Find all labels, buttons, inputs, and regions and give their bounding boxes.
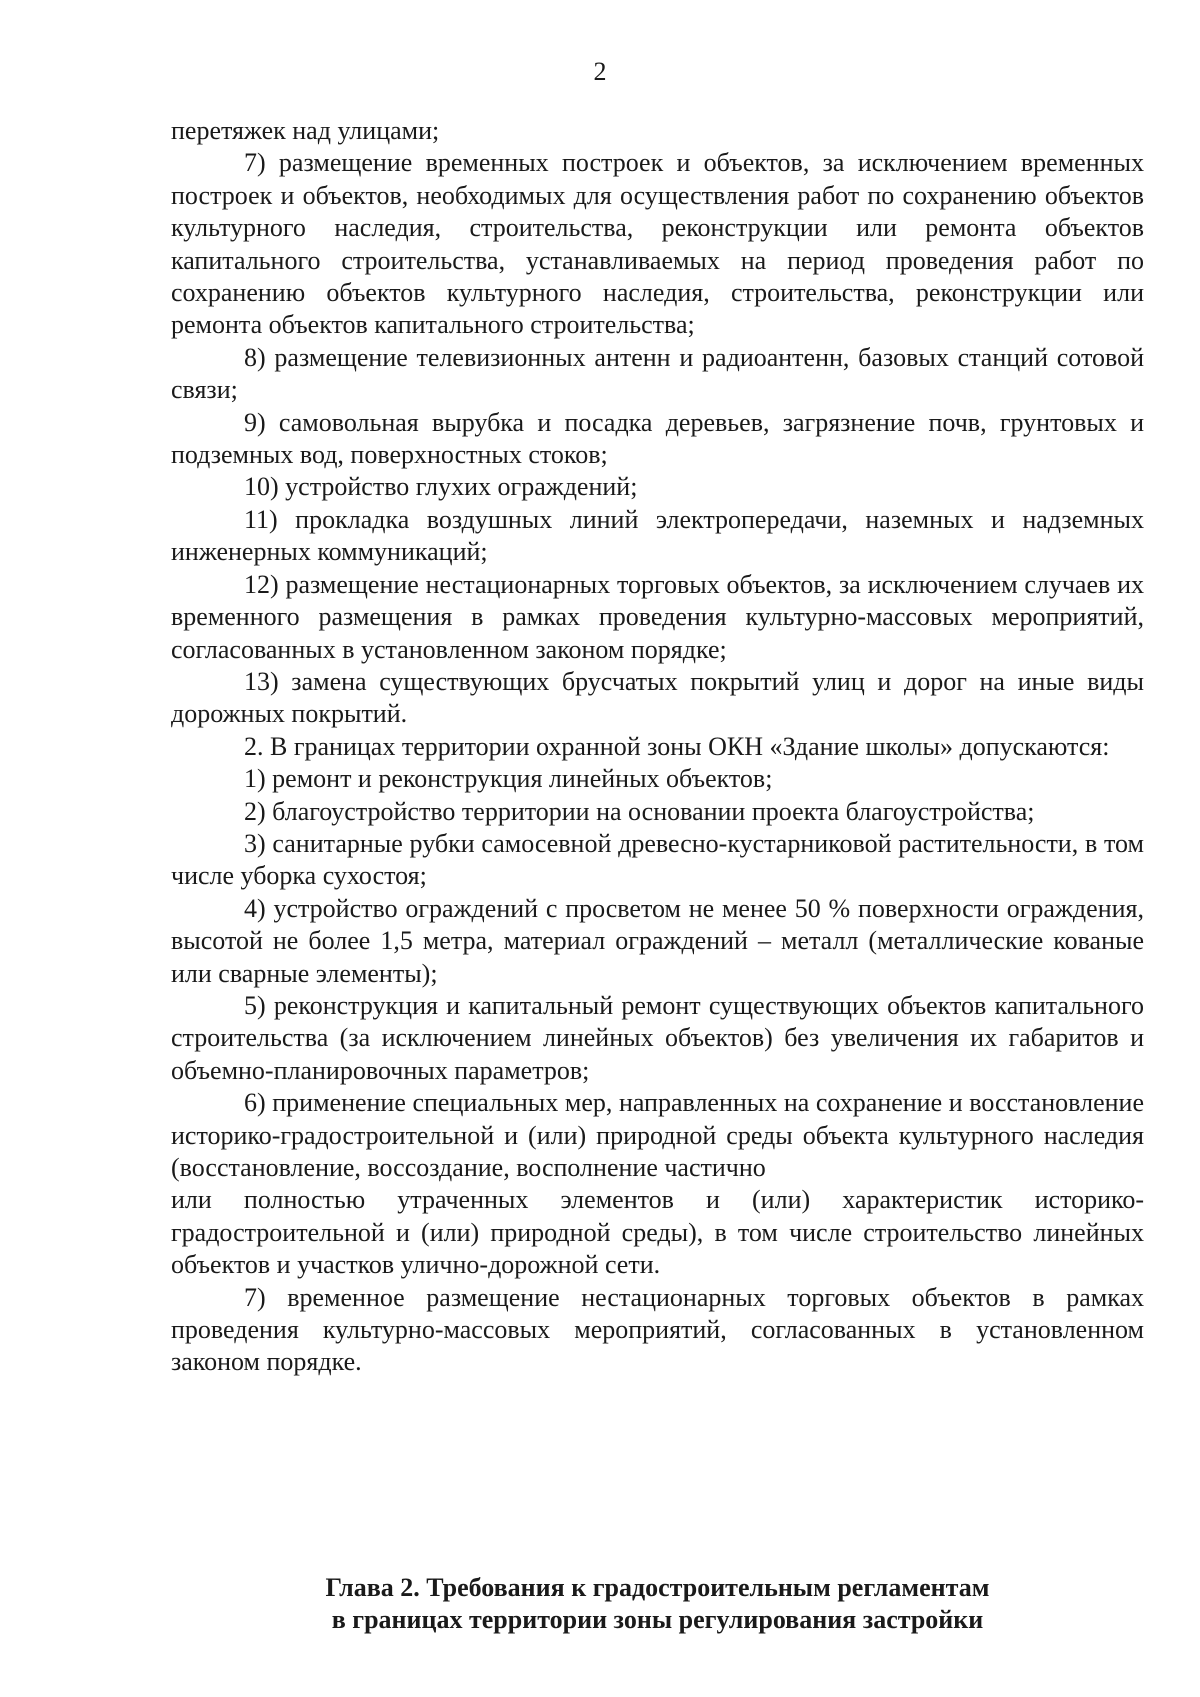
list-item-13-prohibited: 13) замена существующих брусчатых покрытий улиц и дорог на иные виды дорожных покрытий. (171, 666, 1144, 729)
list-item-6-allowed: 6) применение специальных мер, направленных на сохранение и восстановление историко-градостроительной и (или) природной среды объекта культурного наследия (восстановление, воссоздание, восполнение частично (171, 1088, 1144, 1182)
list-item-11-prohibited: 11) прокладка воздушных линий электропередачи, наземных и надземных инженерных коммуникаций; (171, 504, 1144, 567)
document-body (171, 115, 1144, 1379)
list-item-7-prohibited: 7) размещение временных построек и объектов, за исключением временных построек и объектов, необходимых для осуществления работ по сохранению объектов культурного наследия, строительства, реконструкции или ремонта объектов капитального строительства, устанавливаемых на период проведения работ по сохранению объектов культурного наследия, строительства, реконструкции или ремонта объектов капитального строительства; (171, 148, 1144, 340)
page-number: 2 (593, 57, 607, 86)
list-item-9-prohibited: 9) самовольная вырубка и посадка деревьев, загрязнение почв, грунтовых и подземных вод, поверхностных стоков; (171, 407, 1144, 470)
list-item-8-prohibited: 8) размещение телевизионных антенн и радиоантенн, базовых станций сотовой связи; (171, 342, 1144, 405)
list-item-6-allowed-continuation: или полностью утраченных элементов и (или) характеристик историко-градостроительной и (или) природной среды), в том числе строительство линейных объектов и участков улично-дорожной сети. (171, 1185, 1144, 1280)
chapter-heading (171, 1572, 1144, 1637)
list-item-7-allowed: 7) временное размещение нестационарных торговых объектов в рамках проведения культурно-массовых мероприятий, согласованных в установленном законом порядке. (171, 1282, 1144, 1377)
list-item-10-prohibited: 10) устройство глухих ограждений; (244, 472, 638, 502)
list-item-5-allowed: 5) реконструкция и капитальный ремонт существующих объектов капитального строительства (за исключением линейных объектов) без увеличения их габаритов и объемно-планировочных параметров; (171, 990, 1144, 1085)
list-item-12-prohibited: 12) размещение нестационарных торговых объектов, за исключением случаев их временного размещения в рамках проведения культурно-массовых мероприятий, согласованных в установленном законом порядке; (171, 569, 1144, 664)
list-item-1-allowed: 1) ремонт и реконструкция линейных объектов; (244, 764, 773, 794)
paragraph-continuation: перетяжек над улицами; (171, 116, 440, 145)
section-2-heading-paragraph: 2. В границах территории охранной зоны ОКН «Здание школы» допускаются: (244, 731, 1110, 761)
list-item-2-allowed: 2) благоустройство территории на основании проекта благоустройства; (244, 796, 1035, 826)
chapter-heading-line-2: в границах территории зоны регулирования застройки (331, 1605, 984, 1635)
chapter-heading-line-1: Глава 2. Требования к градостроительным регламентам (325, 1573, 990, 1602)
list-item-3-allowed: 3) санитарные рубки самосевной древесно-кустарниковой растительности, в том числе уборка сухостоя; (171, 828, 1144, 891)
list-item-4-allowed: 4) устройство ограждений с просветом не менее 50 % поверхности ограждения, высотой не более 1,5 метра, материал ограждений – металл (металлические кованые или сварные элементы); (171, 893, 1144, 988)
